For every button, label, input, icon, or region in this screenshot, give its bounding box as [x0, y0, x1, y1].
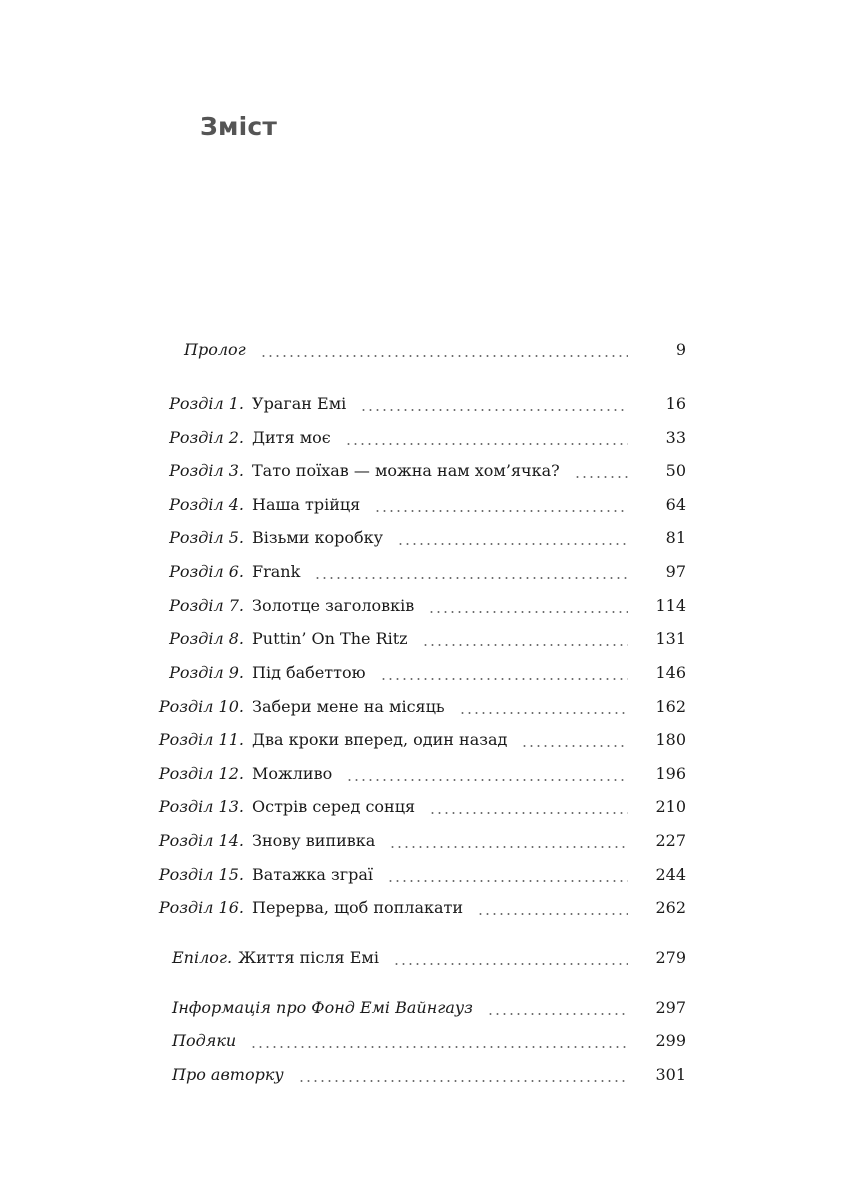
dot-leader — [387, 880, 628, 882]
toc-entry-title: Ураган Емі — [252, 394, 347, 413]
toc-entry[interactable] — [0, 394, 848, 418]
dot-leader — [574, 476, 628, 478]
toc-entry-title: Frank — [252, 562, 301, 581]
toc-entry-page-number: 162 — [655, 697, 686, 716]
toc-entry[interactable] — [0, 495, 848, 519]
toc-entry-label: Розділ 6. — [169, 562, 244, 581]
toc-entry-label: Розділ 1. — [169, 394, 244, 413]
toc-entry-title: Два кроки вперед, один назад — [252, 730, 508, 749]
toc-entry[interactable] — [0, 797, 848, 821]
toc-entry-title: Дитя моє — [252, 428, 331, 447]
toc-entry-title: Знову випивка — [252, 831, 376, 850]
toc-entry-label: Розділ 15. — [158, 865, 244, 884]
toc-entry-page-number: 279 — [655, 948, 686, 967]
toc-entry[interactable] — [0, 562, 848, 586]
toc-entry[interactable] — [0, 764, 848, 788]
toc-entry-label: Інформація про Фонд Емі Вайнгауз — [172, 998, 473, 1017]
toc-entry-label: Розділ 7. — [169, 596, 244, 615]
dot-leader — [389, 846, 628, 848]
toc-entry-title: Золотце заголовків — [252, 596, 415, 615]
dot-leader — [487, 1013, 628, 1015]
toc-entry-title: Тато поїхав — можна нам хом’ячка? — [252, 461, 560, 480]
toc-entry-page-number: 210 — [655, 797, 686, 816]
toc-entry-page-number: 299 — [655, 1031, 686, 1050]
toc-entry-page-number: 146 — [655, 663, 686, 682]
dot-leader — [346, 779, 628, 781]
toc-entry-title: Можливо — [252, 764, 333, 783]
toc-entry[interactable] — [0, 340, 848, 364]
dot-leader — [429, 812, 628, 814]
toc-entry[interactable] — [0, 663, 848, 687]
dot-leader — [380, 678, 628, 680]
toc-entry-label: Про авторку — [172, 1065, 284, 1084]
toc-entry-title: Під бабеттою — [252, 663, 366, 682]
toc-entry-page-number: 131 — [655, 629, 686, 648]
toc-entry-page-number: 114 — [655, 596, 686, 615]
toc-entry[interactable] — [0, 1031, 848, 1055]
dot-leader — [345, 443, 628, 445]
toc-entry-title: Ватажка зграї — [252, 865, 374, 884]
toc-entry-page-number: 9 — [675, 340, 686, 359]
toc-entry-label: Розділ 2. — [169, 428, 244, 447]
toc-entry-page-number: 16 — [665, 394, 686, 413]
toc-entry-title: Puttin’ On The Ritz — [252, 629, 408, 648]
toc-entry[interactable] — [0, 948, 848, 972]
toc-entry-title: Візьми коробку — [252, 528, 384, 547]
toc-entry[interactable] — [0, 1065, 848, 1089]
toc-entry-page-number: 301 — [655, 1065, 686, 1084]
toc-entry[interactable] — [0, 528, 848, 552]
dot-leader — [397, 543, 628, 545]
dot-leader — [298, 1080, 628, 1082]
toc-entry-title: Острів серед сонця — [252, 797, 416, 816]
toc-entry-page-number: 81 — [665, 528, 686, 547]
toc-entry-title: Перерва, щоб поплакати — [252, 898, 464, 917]
toc-entry-label: Розділ 5. — [169, 528, 244, 547]
toc-entry[interactable] — [0, 998, 848, 1022]
dot-leader — [360, 409, 628, 411]
toc-entry-title: Життя після Емі — [238, 948, 379, 967]
toc-entry-page-number: 262 — [655, 898, 686, 917]
toc-entry[interactable] — [0, 461, 848, 485]
page-title: Зміст — [200, 112, 278, 141]
dot-leader — [422, 644, 628, 646]
toc-entry-page-number: 180 — [655, 730, 686, 749]
toc-entry[interactable] — [0, 831, 848, 855]
dot-leader — [250, 1046, 628, 1048]
dot-leader — [459, 712, 628, 714]
toc-entry[interactable] — [0, 898, 848, 922]
toc-entry-title: Наша трійця — [252, 495, 361, 514]
dot-leader — [428, 611, 628, 613]
toc-entry-page-number: 64 — [665, 495, 686, 514]
toc-entry-page-number: 50 — [665, 461, 686, 480]
toc-entry-label: Розділ 10. — [158, 697, 244, 716]
dot-leader — [393, 963, 628, 965]
toc-entry-label: Розділ 13. — [158, 797, 244, 816]
toc-entry[interactable] — [0, 865, 848, 889]
toc-entry-page-number: 297 — [655, 998, 686, 1017]
dot-leader — [477, 913, 628, 915]
toc-entry[interactable] — [0, 428, 848, 452]
toc-entry-label: Розділ 9. — [169, 663, 244, 682]
toc-entry-label: Розділ 3. — [169, 461, 244, 480]
toc-entry-page-number: 97 — [665, 562, 686, 581]
dot-leader — [314, 577, 628, 579]
toc-entry-label: Розділ 14. — [158, 831, 244, 850]
toc-entry[interactable] — [0, 697, 848, 721]
toc-entry-label: Розділ 8. — [169, 629, 244, 648]
dot-leader — [260, 355, 628, 357]
toc-entry-label: Розділ 12. — [158, 764, 244, 783]
toc-entry-label: Розділ 16. — [158, 898, 244, 917]
toc-entry-page-number: 227 — [655, 831, 686, 850]
toc-entry-title: Забери мене на місяць — [252, 697, 445, 716]
toc-entry-page-number: 244 — [655, 865, 686, 884]
toc-entry[interactable] — [0, 629, 848, 653]
toc-entry-label: Пролог — [184, 340, 246, 359]
toc-entry-label: Подяки — [172, 1031, 237, 1050]
toc-entry-label: Розділ 11. — [158, 730, 244, 749]
toc-entry[interactable] — [0, 730, 848, 754]
toc-entry-page-number: 33 — [665, 428, 686, 447]
dot-leader — [521, 745, 628, 747]
toc-entry-label: Розділ 4. — [169, 495, 244, 514]
toc-entry-label: Епілог. — [172, 948, 233, 967]
toc-entry-page-number: 196 — [655, 764, 686, 783]
toc-entry[interactable] — [0, 596, 848, 620]
dot-leader — [374, 510, 628, 512]
